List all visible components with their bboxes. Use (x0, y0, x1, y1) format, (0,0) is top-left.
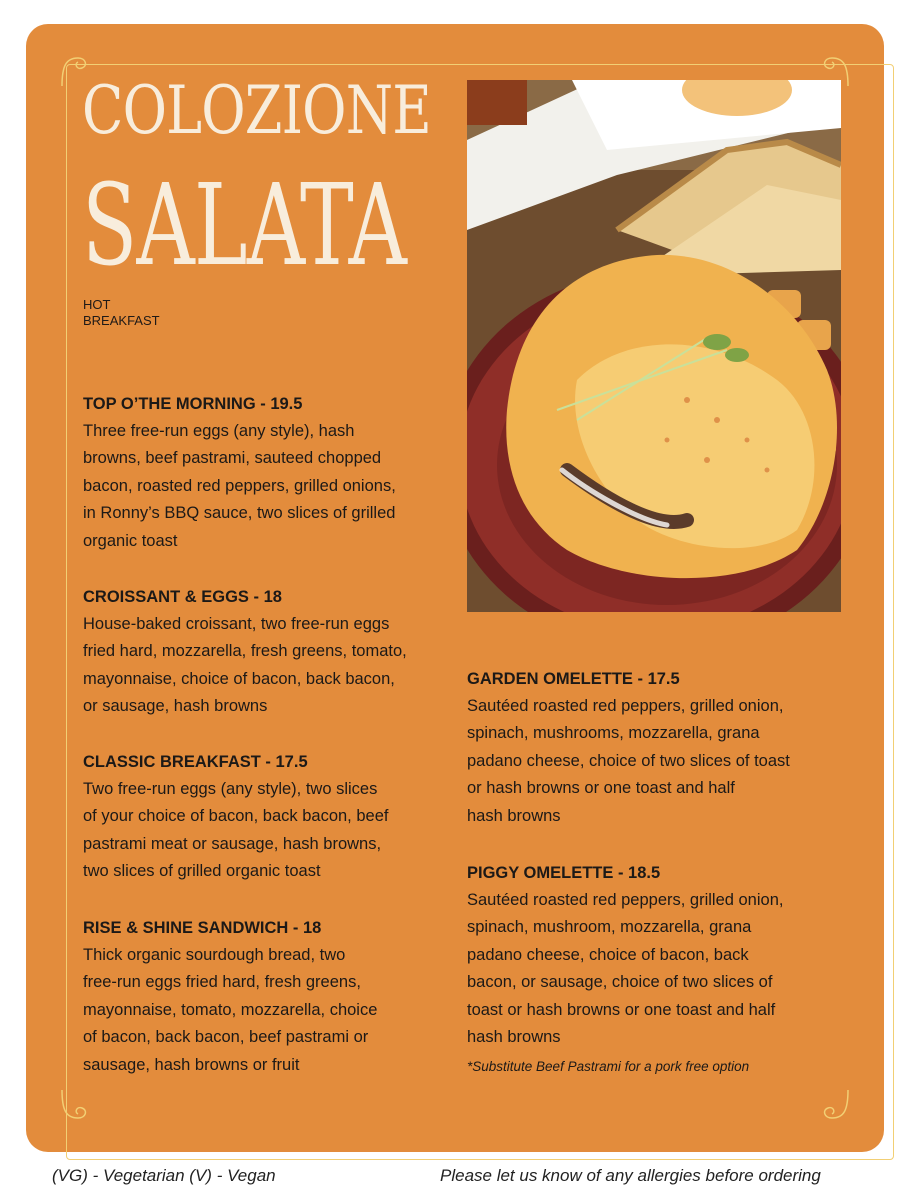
menu-item (83, 918, 453, 1079)
section-subtitle-line-2: BREAKFAST (83, 313, 160, 328)
allergy-notice: Please let us know of any allergies before ordering (440, 1166, 821, 1185)
menu-item (83, 587, 453, 721)
menu-item-description: Two free-run eggs (any style), two slices of your choice of bacon, back bacon, beef pastrami meat or sausage, hash browns, two slices of grilled organic toast (83, 780, 389, 881)
menu-item-title: CROISSANT & EGGS - 18 (83, 588, 282, 606)
menu-item-description: Three free-run eggs (any style), hash browns, beef pastrami, sauteed chopped bacon, roasted red peppers, grilled onions, in Ronny’s BBQ sauce, two slices of grilled organic toast (83, 422, 396, 550)
diet-legend: (VG) - Vegetarian (V) - Vegan (52, 1166, 276, 1185)
omelette-image (467, 80, 841, 612)
menu-item (83, 752, 453, 886)
menu-item-title: GARDEN OMELETTE - 17.5 (467, 670, 680, 688)
menu-item (83, 394, 453, 555)
pork-free-note: *Substitute Beef Pastrami for a pork free option (467, 1059, 750, 1074)
menu-item (467, 669, 847, 830)
menu-title-line-1: COLOZIONE (82, 72, 431, 149)
menu-item-title: RISE & SHINE SANDWICH - 18 (83, 919, 322, 937)
menu-item-description: House-baked croissant, two free-run eggs fried hard, mozzarella, fresh greens, tomato, mayonnaise, choice of bacon, back bacon, or sausage, hash browns (83, 615, 407, 716)
menu-item (467, 863, 847, 1051)
menu-item-title: CLASSIC BREAKFAST - 17.5 (83, 753, 308, 771)
menu-item-title: PIGGY OMELETTE - 18.5 (467, 864, 661, 882)
omelette-photo (467, 80, 841, 612)
menu-item-description: Sautéed roasted red peppers, grilled onion, spinach, mushrooms, mozzarella, grana padano cheese, choice of two slices of toast or hash browns or one toast and half hash browns (467, 697, 790, 825)
menu-title-line-2: SALATA (82, 161, 407, 291)
menu-item-title: TOP O’THE MORNING - 19.5 (83, 395, 303, 413)
menu-item-description: Sautéed roasted red peppers, grilled onion, spinach, mushroom, mozzarella, grana padano cheese, choice of bacon, back bacon, or sausage, choice of two slices of toast or hash browns or one toast and half hash browns (467, 891, 784, 1047)
section-subtitle-line-1: HOT (83, 297, 111, 312)
menu-item-description: Thick organic sourdough bread, two free-run eggs fried hard, fresh greens, mayonnaise, tomato, mozzarella, choice of bacon, back bacon, beef pastrami or sausage, hash browns or fruit (83, 946, 378, 1074)
corner-flourish-icon (56, 1088, 92, 1124)
corner-flourish-icon (818, 1088, 854, 1124)
